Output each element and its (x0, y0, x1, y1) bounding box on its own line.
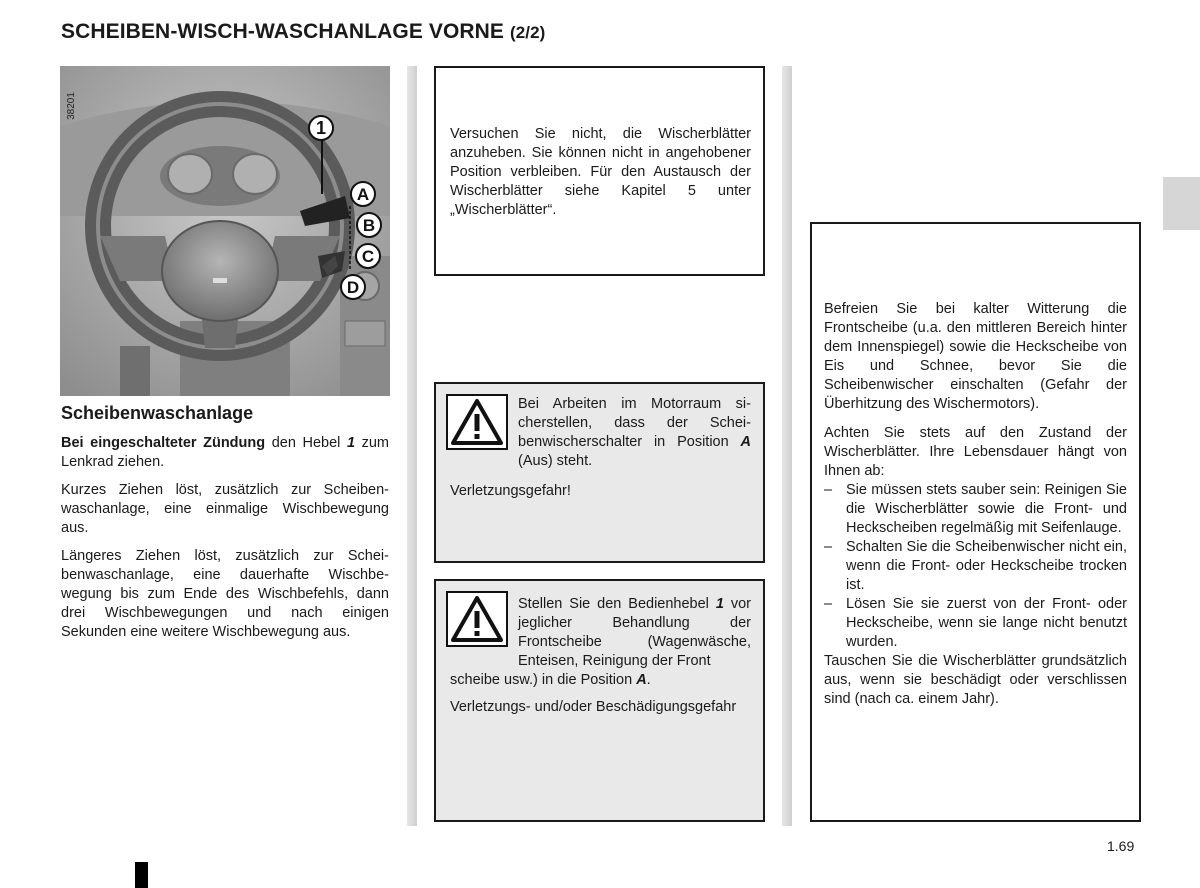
chapter-tab (1163, 177, 1200, 230)
callout-1 (309, 116, 333, 140)
warning1-risk: Verletzungsgefahr! (450, 483, 571, 499)
paragraph-condition: Achten Sie stets auf den Zustand der Wischerblätter. Ihre Lebensdauer hängt von Ihnen ab: (824, 425, 1127, 479)
page-number: 1.69 (1107, 838, 1135, 854)
column-divider-left (407, 66, 417, 826)
list-item: – Lösen Sie sie zuerst von der Front- oder Heckscheibe, wenn sie lange nicht benutzt wurden. (824, 596, 1127, 650)
paragraph-short-pull: Kurzes Ziehen löst, zusätzlich zur Scheibenwaschanlage, eine einmalige Wischbewegung aus. (61, 482, 389, 536)
svg-text:D: D (346, 278, 360, 297)
warning2-risk: Verletzungs- und/oder Beschädigungsgefahr (450, 699, 737, 715)
page-title (61, 20, 545, 44)
maintenance-text (824, 300, 1127, 709)
svg-text:38201: 38201 (66, 92, 77, 120)
steering-wheel-illustration (60, 66, 390, 396)
paragraph-winter: Befreien Sie bei kalter Witterung die Frontscheibe (u.a. den mittleren Bereich hinter dem Innenspiegel) sowie die Heckscheibe von Eis und Schnee, bevor Sie die Scheibenwischer einschalten (Gefahr der Überhitzung des Wischermotors). (824, 301, 1127, 412)
svg-text:A: A (356, 185, 370, 204)
note-text: Versuchen Sie nicht, die Wischerblätter anzuheben. Sie können nicht in angehobener Position verbleiben. Für den Austausch der Wischerblätter siehe Kapitel 5 unter „Wischerblätter“. (450, 126, 751, 218)
paragraph-replace: Tauschen Sie die Wischerblätter grundsätzlich aus, wenn sie beschädigt oder verschlissen sind (nach ca. einem Jahr). (824, 653, 1127, 707)
list-item: – Schalten Sie die Scheibenwischer nicht ein, wenn die Front- oder Heckscheibe trocken ist. (824, 539, 1127, 593)
warning-box-engine (434, 382, 765, 563)
section-heading: Scheibenwaschanlage (61, 403, 254, 423)
paragraph-long-pull: Längeres Ziehen löst, zusätzlich zur Scheibenwaschanlage, eine dauerhafte Wischbewegung bis zum Ende des Wischbefehls, dann drei Wischbewegungen und nach einigen Sekunden eine weitere Wischbewegung aus. (61, 548, 389, 640)
svg-text:1: 1 (315, 118, 327, 138)
maintenance-box (810, 222, 1141, 822)
page-title-suffix: (2/2) (509, 23, 546, 42)
page-title-text: SCHEIBEN-WISCH-WASCHANLAGE VORNE (61, 20, 505, 43)
note-box-wiper-blades (434, 66, 765, 276)
svg-text:B: B (362, 216, 376, 235)
warning2-text: Stellen Sie den Bedienhebel 1 vor jeglicher Behandlung der Frontscheibe (Wagenwäsche, Enteisen, Reinigung der Front (518, 596, 751, 669)
list-item: – Sie müssen stets sauber sein: Reinigen Sie die Wischerblätter sowie die Front- und Heckscheiben regelmäßig mit Seifenlauge. (824, 482, 1127, 536)
warning-triangle-icon (446, 394, 508, 450)
warning-box-car-wash (434, 579, 765, 822)
paragraph-ignition: Bei eingeschalteter Zündung den Hebel 1 zum Lenkrad ziehen. (61, 435, 389, 470)
warning2-text-cont: scheibe usw.) in die Position A. (450, 672, 651, 688)
warning-triangle-icon (446, 591, 508, 647)
column-divider-right (782, 66, 792, 826)
print-mark (135, 862, 148, 888)
left-body-text (61, 434, 389, 642)
care-list (824, 481, 1127, 652)
svg-text:C: C (361, 247, 375, 266)
warning1-text: Bei Arbeiten im Motorraum sicherstellen, dass der Scheibenwischerschalter in Position A (Aus) steht. (518, 396, 751, 469)
